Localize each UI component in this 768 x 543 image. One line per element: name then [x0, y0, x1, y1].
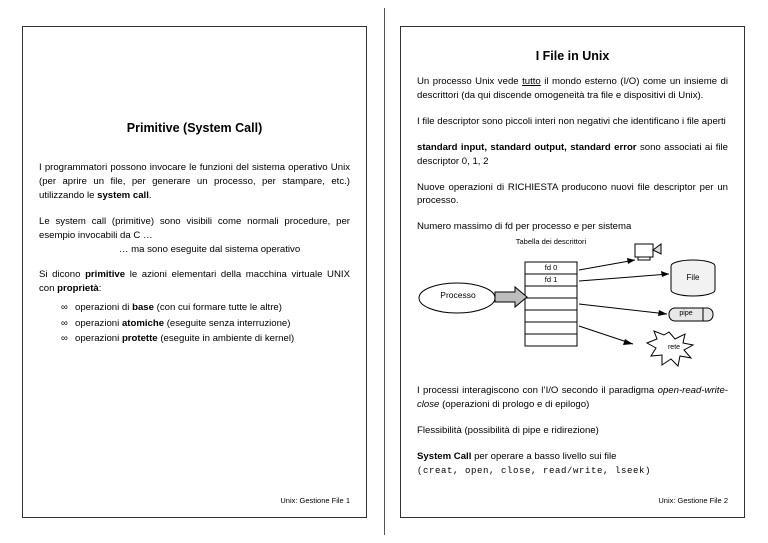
paragraph-8-rest: per operare a basso livello sui file [471, 450, 617, 462]
paragraph-8 [417, 450, 728, 478]
pipe-label: pipe [679, 310, 693, 318]
page-divider [384, 8, 385, 535]
list-item-pre: operazioni di [75, 302, 133, 314]
bullet-list [39, 300, 350, 346]
term-system-call: system call [97, 189, 149, 201]
list-item-bold: base [132, 302, 154, 314]
slide-footer: Unix: Gestione File 1 [280, 496, 350, 505]
fd0-label: fd 0 [544, 263, 558, 273]
list-item [61, 331, 350, 346]
paragraph-1-b: il mondo esterno (I/O) come un insieme di descrittori (da qui discende omogeneità tra file e dispositivi di Unix). [417, 76, 728, 101]
list-item-bold: protette [121, 332, 158, 344]
slide-primitive-system-call [22, 26, 367, 518]
diagram-graphics [417, 237, 730, 372]
paragraph-1 [417, 75, 728, 103]
list-item-pre: operazioni [75, 317, 122, 329]
term-primitive: primitive [85, 269, 126, 281]
page-title: Primitive (System Call) [126, 121, 263, 135]
syscall-list: (creat, open, close, read/write, lseek) [417, 465, 652, 476]
slide-footer: Unix: Gestione File 2 [658, 496, 728, 505]
paragraph-4: Nuove operazioni di RICHIESTA producono nuovi file descriptor per un processo. [417, 181, 728, 207]
infinity-icon: ∞ [61, 317, 68, 329]
file-label: File [686, 273, 700, 283]
paragraph-7: Flessibilità (possibilità di pipe e ridirezione) [417, 425, 599, 437]
paragraph-2-continuation: … ma sono eseguite dal sistema operativo [118, 243, 301, 255]
paragraph-2 [39, 215, 350, 257]
process-label: Processo [440, 290, 476, 301]
list-item-post: (con cui formare tutte le altre) [153, 302, 282, 314]
paragraph-1-underline: tutto [522, 76, 541, 87]
paragraph-5: Numero massimo di fd per processo e per sistema [417, 221, 632, 233]
descriptor-table-label: Tabella dei descrittori [515, 237, 587, 247]
paragraph-2: I file descriptor sono piccoli interi non negativi che identificano i file aperti [417, 115, 726, 127]
fd1-label: fd 1 [544, 275, 558, 285]
paragraph-3 [417, 141, 728, 169]
paragraph-1: I programmatori possono invocare le funzioni del sistema operativo Unix (per aprire un file, per generare un processo, per stampare, etc.) utilizzando le system call. [39, 162, 350, 201]
paragraph-6-a: I processi interagiscono con l’I/O secondo il paradigma [417, 385, 658, 397]
rete-label: rete [667, 344, 681, 352]
file-descriptor-diagram [417, 237, 730, 372]
infinity-icon: ∞ [61, 302, 68, 314]
paragraph-1-a: Un processo Unix vede [417, 76, 523, 87]
std-streams-bold: standard input, standard output, standard error [417, 141, 637, 153]
system-call-bold: System Call [417, 450, 472, 462]
paragraph-6 [417, 384, 728, 412]
list-item-bold: atomiche [121, 317, 165, 329]
slide-i-file-in-unix [400, 26, 745, 518]
page-title: I File in Unix [535, 49, 610, 63]
term-proprieta: proprietà [57, 283, 99, 295]
paragraph-3: Si dicono primitive le azioni elementari della macchina virtuale UNIX con proprietà: [39, 269, 350, 295]
paragraph-6-b: (operazioni di prologo e di epilogo) [439, 399, 590, 411]
infinity-icon: ∞ [61, 332, 68, 344]
paradigm-italic: open-read-write-close [417, 385, 728, 411]
list-item [61, 300, 350, 315]
list-item-pre: operazioni [75, 332, 122, 344]
list-item-post: (eseguite in ambiente di kernel) [157, 332, 295, 344]
paragraph-2-text: Le system call (primitive) sono visibili come normali procedure, per esempio invocabili da C … [39, 215, 350, 241]
list-item-post: (eseguite senza interruzione) [164, 317, 291, 329]
paragraph-3-rest: sono associati ai file descriptor 0, 1, 2 [417, 141, 728, 167]
list-item [61, 316, 350, 331]
